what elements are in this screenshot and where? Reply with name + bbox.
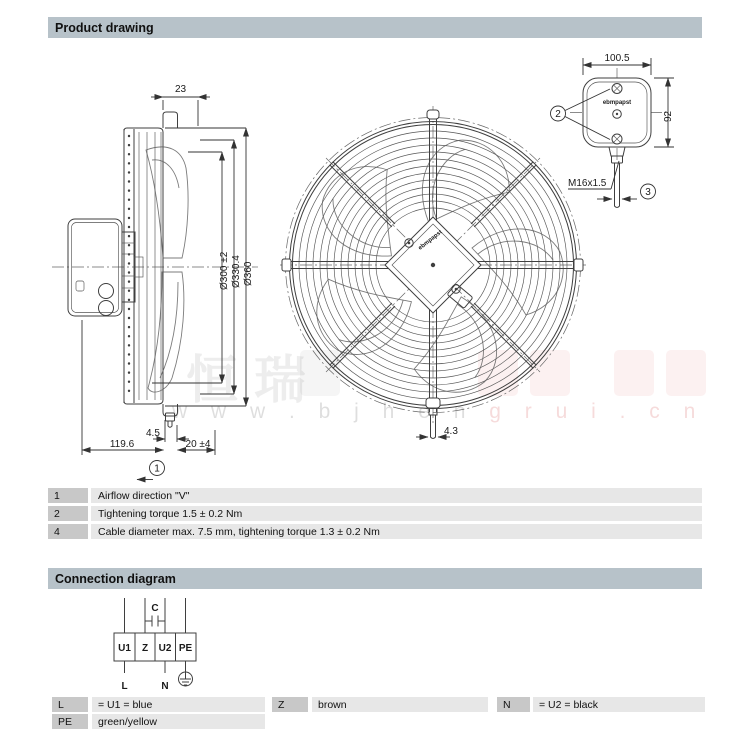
wire-label-neutral: N bbox=[161, 681, 169, 692]
dim-depth: 23 bbox=[174, 84, 187, 95]
brand-logo: ebmpapst bbox=[417, 229, 444, 252]
connection-diagram-figure bbox=[95, 595, 275, 695]
note-row bbox=[48, 506, 702, 521]
dim-ring-diameter: Ø330.4 bbox=[231, 255, 242, 288]
note-row bbox=[48, 488, 702, 503]
dim-tab: 4.5 bbox=[146, 428, 160, 439]
brand-logo: ebmpapst bbox=[602, 100, 632, 106]
section-title: Connection diagram bbox=[55, 571, 176, 586]
section-header-product-drawing bbox=[48, 17, 702, 38]
note-text: Tightening torque 1.5 ± 0.2 Nm bbox=[91, 506, 702, 521]
capacitor-label: C bbox=[151, 603, 159, 614]
callout-cable: 3 bbox=[645, 187, 651, 198]
watermark-url-pink: g r u i . c n bbox=[474, 400, 705, 423]
capacitor-symbol bbox=[145, 616, 165, 627]
dim-impeller-diameter: Ø300 ±2 bbox=[219, 251, 230, 290]
wire-label-line: L bbox=[121, 681, 128, 692]
box-screw bbox=[612, 84, 622, 94]
fan-front-view bbox=[280, 106, 586, 439]
earth-symbol bbox=[179, 672, 193, 686]
section-header-connection-diagram bbox=[48, 568, 702, 589]
note-row bbox=[48, 524, 702, 539]
side-view-dimensions bbox=[82, 84, 254, 480]
note-id: 4 bbox=[48, 524, 88, 539]
note-id: 2 bbox=[48, 506, 88, 521]
legend-label: N bbox=[497, 697, 530, 712]
dim-box-width: 100.5 bbox=[604, 53, 630, 64]
dim-depth-total: 119.6 bbox=[109, 439, 135, 450]
legend-label: L bbox=[52, 697, 88, 712]
note-text: Cable diameter max. 7.5 mm, tightening torque 1.3 ± 0.2 Nm bbox=[91, 524, 702, 539]
terminal-box-view bbox=[551, 53, 675, 208]
note-id: 1 bbox=[48, 488, 88, 503]
legend-value: green/yellow bbox=[92, 714, 265, 729]
legend-label: Z bbox=[272, 697, 308, 712]
dim-box-height: 92 bbox=[663, 110, 674, 122]
terminal-u1: U1 bbox=[118, 643, 131, 654]
callout-airflow: 1 bbox=[154, 463, 160, 475]
watermark-url-gray: w w w . b j h e n bbox=[172, 400, 475, 423]
note-text: Airflow direction "V" bbox=[91, 488, 702, 503]
dim-overall-diameter: Ø360 bbox=[243, 261, 254, 286]
legend-label: PE bbox=[52, 714, 88, 729]
legend-value: = U1 = blue bbox=[92, 697, 265, 712]
section-title: Product drawing bbox=[55, 20, 154, 35]
dim-gland-thread: M16x1.5 bbox=[568, 178, 607, 189]
terminal-u2: U2 bbox=[158, 643, 172, 654]
legend-value: brown bbox=[312, 697, 488, 712]
terminal-z: Z bbox=[141, 643, 149, 654]
legend-value: = U2 = black bbox=[533, 697, 705, 712]
dim-cable-length: 20 ±4 bbox=[185, 439, 211, 450]
dim-wire: 4.3 bbox=[444, 426, 458, 437]
callout-screws: 2 bbox=[555, 109, 561, 120]
terminal-pe: PE bbox=[178, 643, 193, 654]
watermark-text: 恒瑞 bbox=[186, 352, 323, 410]
product-drawing-figure bbox=[40, 44, 720, 484]
box-screw bbox=[612, 134, 622, 144]
